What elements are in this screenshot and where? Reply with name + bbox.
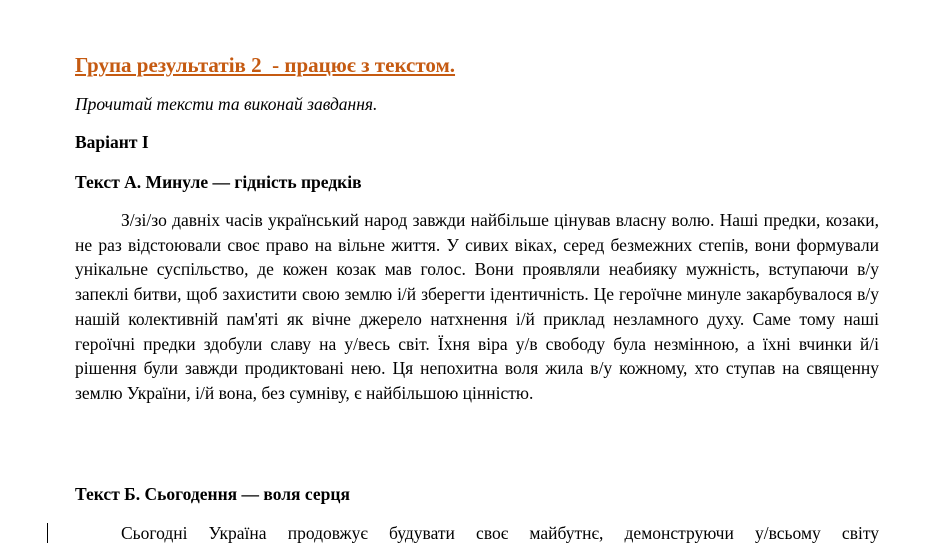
- text-b-title: Текст Б. Сьогодення — воля серця: [75, 484, 350, 504]
- text-a-paragraph[interactable]: З/зі/зо давніх часів український народ завжди найбільше цінував власну волю. Наші предки, козаки, не раз відстоювали своє право на вільне життя. У сивих віках, серед безмежних степів, вони формували унікальне суспільство, де кожен козак мав голос. Вони проявляли неабияку мужність, вступаючи в/у запеклі битви, щоб захистити свою землю і/й зберегти ідентичність. Це героїчне минуле закарбувалося в/у нашій колективній пам'яті як вічне джерело натхнення і/й приклад незламного духу. Саме тому наші героїчні предки здобули славу на у/весь світ. Їхня віра у/в свободу була незмінною, а їхні вчинки й/і рішення були завжди продиктовані нею. Ця непохитна воля жила в/у кожному, хто ступав на священну землю України, і/й вона, без сумніву, є найбільшою цінністю.: [75, 210, 879, 403]
- instruction-text: Прочитай тексти та виконай завдання.: [75, 94, 378, 114]
- text-a-title: Текст А. Минуле — гідність предків: [75, 172, 362, 192]
- variant-label: Варіант І: [75, 132, 149, 152]
- text-b-paragraph[interactable]: Сьогодні Україна продовжує будувати своє майбутнє, демонструючи у/всьому світу: [121, 523, 879, 543]
- text-cursor: [47, 523, 48, 543]
- results-group-heading: Група результатів 2 - працює з текстом.: [75, 53, 456, 77]
